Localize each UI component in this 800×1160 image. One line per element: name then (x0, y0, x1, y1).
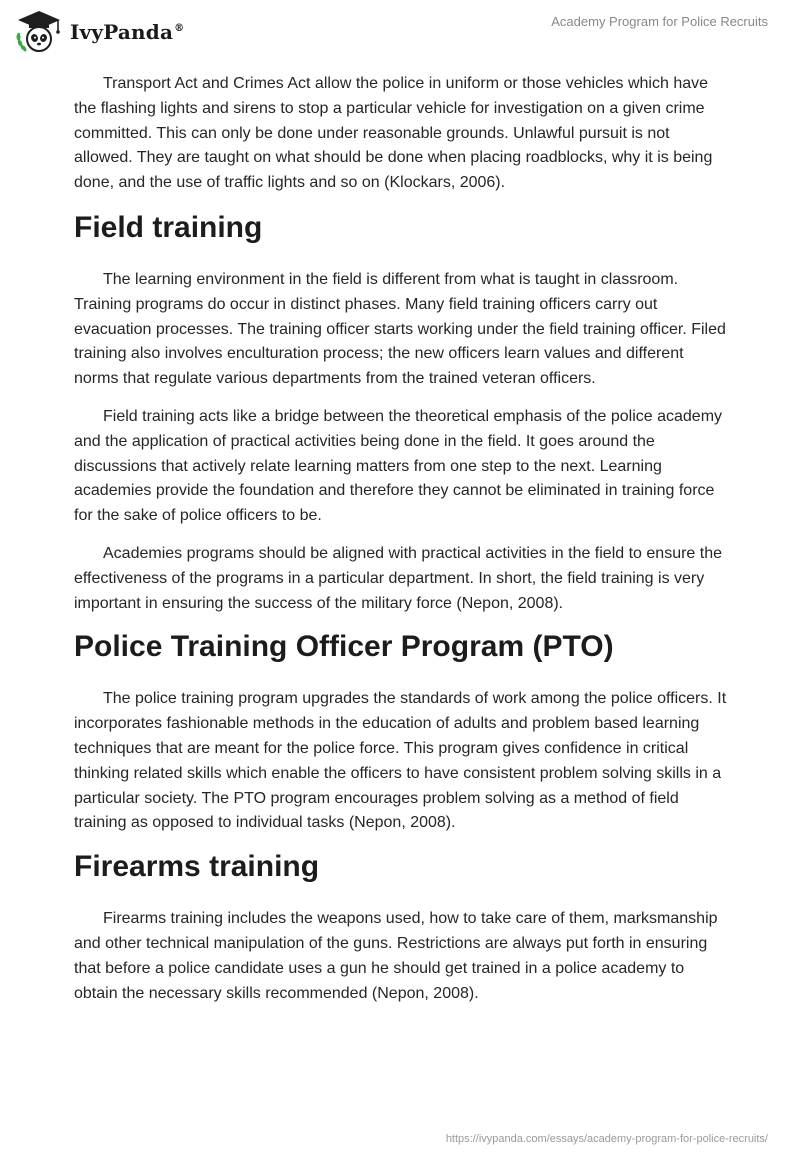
page-header (0, 0, 800, 70)
logo-wordmark (70, 20, 184, 44)
intro-paragraph: Transport Act and Crimes Act allow the police in uniform or those vehicles which have the flashing lights and sirens to stop a particular vehicle for investigation on a given crime committed. This can only be done under reasonable grounds. Unlawful pursuit is not allowed. They are taught on what should be done when placing roadblocks, why it is being done, and the use of traffic lights and so on (Klockars, 2006). (74, 75, 713, 192)
field-training-paragraph-2: Field training acts like a bridge between the theoretical emphasis of the police academy and the application of practical activities being done in the field. It goes around the discussions that actively relate learning matters from one step to the next. Learning academies provide the foundation and therefore they cannot be eliminated in training force for the sake of police officers to be. (74, 407, 723, 525)
section-heading-field-training: Field training (74, 210, 263, 244)
ivypanda-logo[interactable] (14, 9, 184, 53)
section-heading-firearms-training: Firearms training (74, 850, 320, 884)
field-training-paragraph-3: Academies programs should be aligned with practical activities in the field to ensure the effectiveness of the programs in a particular department. In short, the field training is very important in ensuring the success of the military force (Nepon, 2008). (74, 544, 722, 612)
registered-mark: ® (174, 23, 185, 35)
section-heading-pto: Police Training Officer Program (PTO) (74, 630, 614, 664)
logo-text: IvyPanda (70, 20, 174, 44)
field-training-paragraph-1: The learning environment in the field is different from what is taught in classroom. Training programs do occur in distinct phases. Many field training officers carry out evacuation processes. The training officer starts working under the field training officer. Filed training also involves enculturation process; the new officers learn values and different norms that regulate various departments from the trained veteran officers. (74, 270, 726, 388)
essay-content (74, 70, 728, 1019)
panda-graduate-icon (14, 9, 64, 53)
document-title: Academy Program for Police Recruits (551, 14, 768, 29)
firearms-paragraph-1: Firearms training includes the weapons used, how to take care of them, marksmanship and other technical manipulation of the guns. Restrictions are always put forth in ensuring that before a police candidate uses a gun he should get trained in a police academy to obtain the necessary skills recommended (Nepon, 2008). (74, 910, 718, 1002)
footer-url-link[interactable]: https://ivypanda.com/essays/academy-program-for-police-recruits/ (445, 1133, 768, 1145)
pto-paragraph-1: The police training program upgrades the standards of work among the police officers. It incorporates fashionable methods in the education of adults and problem based learning techniques that are meant for the police force. This program gives confidence in critical thinking related skills which enable the officers to have consistent problem solving skills in a particular society. The PTO program encourages problem solving as a method of field training as opposed to individual tasks (Nepon, 2008). (74, 690, 727, 832)
